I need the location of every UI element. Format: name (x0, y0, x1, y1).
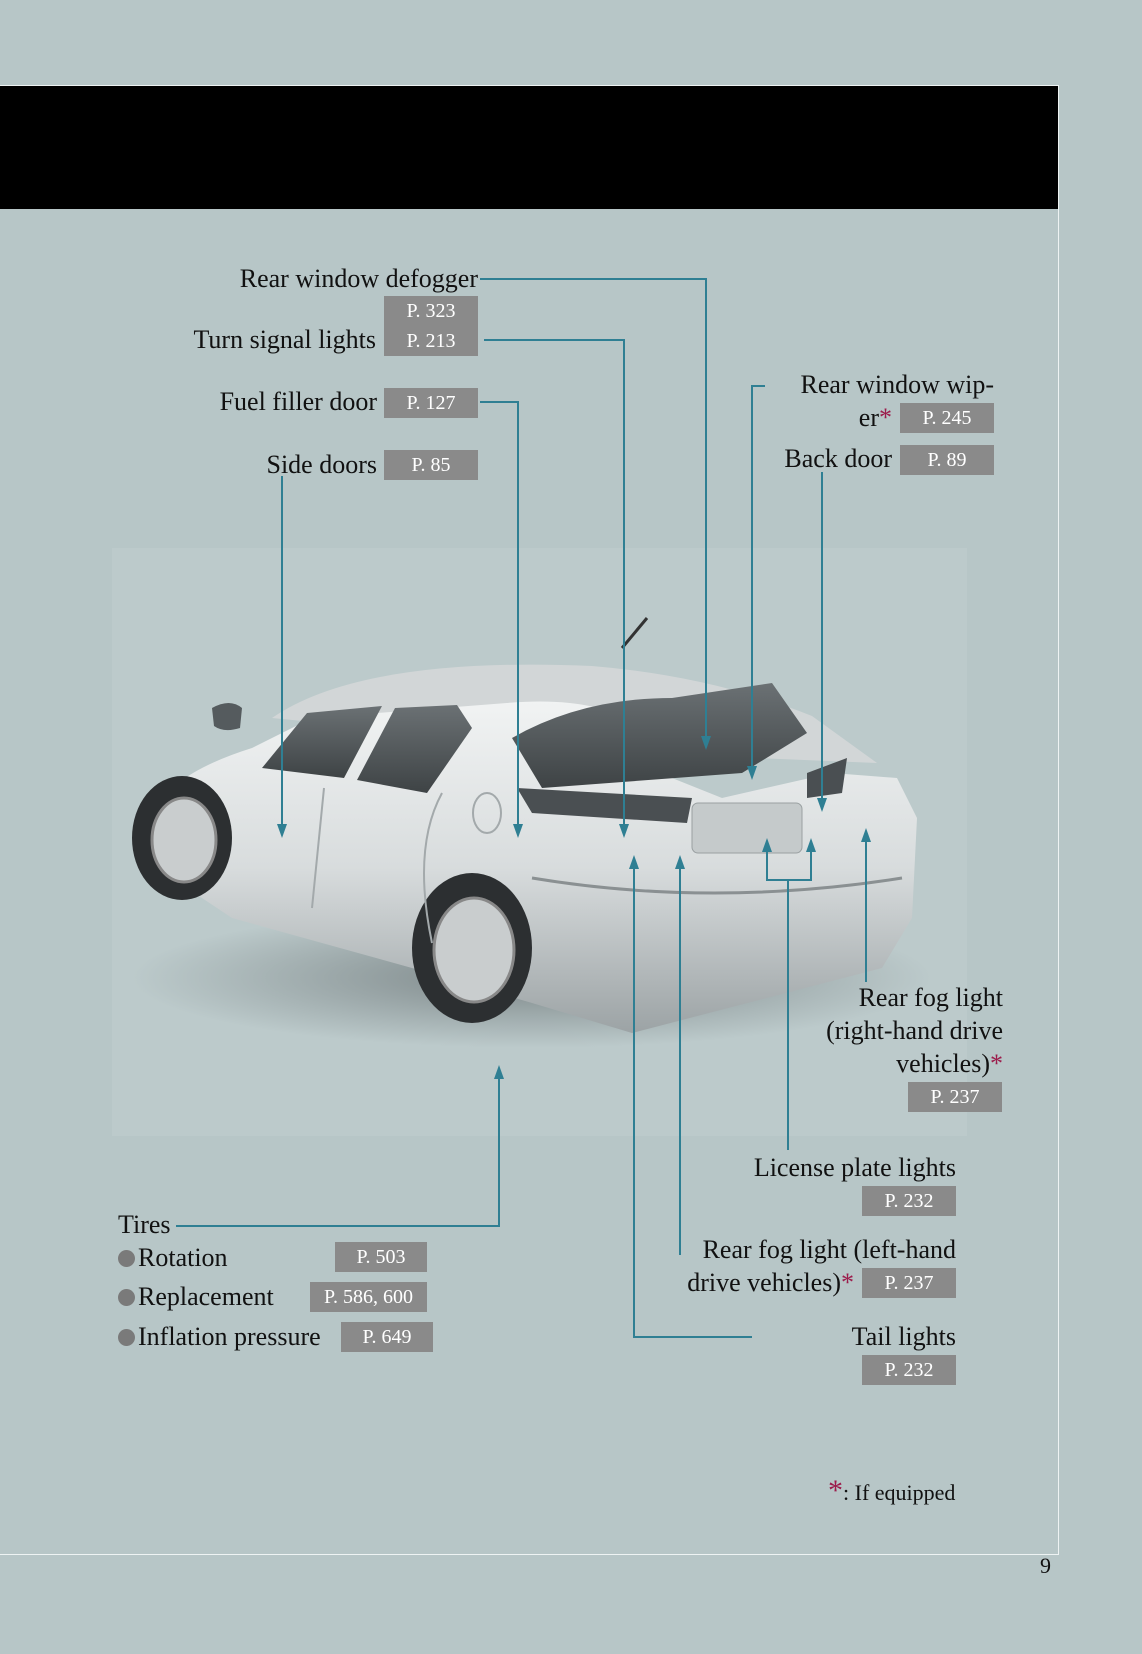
label-side-doors: Side doors (266, 450, 377, 479)
footnote-if-equipped: *: If equipped (828, 1474, 956, 1507)
asterisk-fog-lhd: * (841, 1268, 854, 1297)
label-rear-fog-lhd-line1: Rear fog light (left-hand (702, 1235, 956, 1264)
page-ref-tail-lights[interactable]: P. 232 (862, 1355, 956, 1385)
asterisk-wiper: * (879, 403, 892, 432)
label-license-plate-lights: License plate lights (753, 1153, 956, 1182)
page-ref-side-doors[interactable]: P. 85 (384, 450, 478, 480)
label-rear-window-defogger: Rear window defogger (239, 264, 478, 293)
tires-item-replacement: Replacement (118, 1281, 274, 1313)
page-ref-back-door[interactable]: P. 89 (900, 445, 994, 475)
tires-item-inflation-pressure: Inflation pressure (118, 1321, 321, 1353)
bullet-icon (118, 1329, 135, 1346)
page-ref-rear-window-defogger[interactable]: P. 323 (384, 296, 478, 326)
page-ref-tires-rotation[interactable]: P. 503 (335, 1242, 427, 1272)
label-rear-fog-rhd-line2: (right-hand drive (826, 1016, 1003, 1045)
page-ref-turn-signal-lights[interactable]: P. 213 (384, 326, 478, 356)
page-number: 9 (1040, 1553, 1051, 1578)
page-ref-rear-fog-rhd[interactable]: P. 237 (908, 1082, 1002, 1112)
label-rear-fog-rhd-line1: Rear fog light (858, 983, 1003, 1012)
page-ref-tires-inflation[interactable]: P. 649 (341, 1322, 433, 1352)
bullet-icon (118, 1250, 135, 1267)
page-ref-license-plate-lights[interactable]: P. 232 (862, 1186, 956, 1216)
label-rear-fog-lhd-line2: drive vehicles)* (687, 1268, 854, 1297)
label-tires: Tires (118, 1210, 171, 1239)
page-ref-fuel-filler-door[interactable]: P. 127 (384, 388, 478, 418)
asterisk-fog-rhd: * (990, 1049, 1003, 1078)
label-back-door: Back door (784, 444, 892, 473)
page-ref-rear-fog-lhd[interactable]: P. 237 (862, 1268, 956, 1298)
bullet-icon (118, 1289, 135, 1306)
label-fuel-filler-door: Fuel filler door (219, 387, 377, 416)
footnote-asterisk: * (828, 1474, 843, 1507)
label-rear-window-wiper-line2: er* (858, 403, 892, 432)
label-turn-signal-lights: Turn signal lights (193, 325, 376, 354)
tires-item-rotation: Rotation (118, 1242, 228, 1274)
label-rear-window-wiper-line1: Rear window wip- (800, 370, 994, 399)
page-ref-tires-replacement[interactable]: P. 586, 600 (310, 1282, 427, 1312)
label-rear-fog-rhd-line3: vehicles)* (896, 1049, 1003, 1078)
label-tail-lights: Tail lights (851, 1322, 956, 1351)
page-ref-rear-window-wiper[interactable]: P. 245 (900, 403, 994, 433)
